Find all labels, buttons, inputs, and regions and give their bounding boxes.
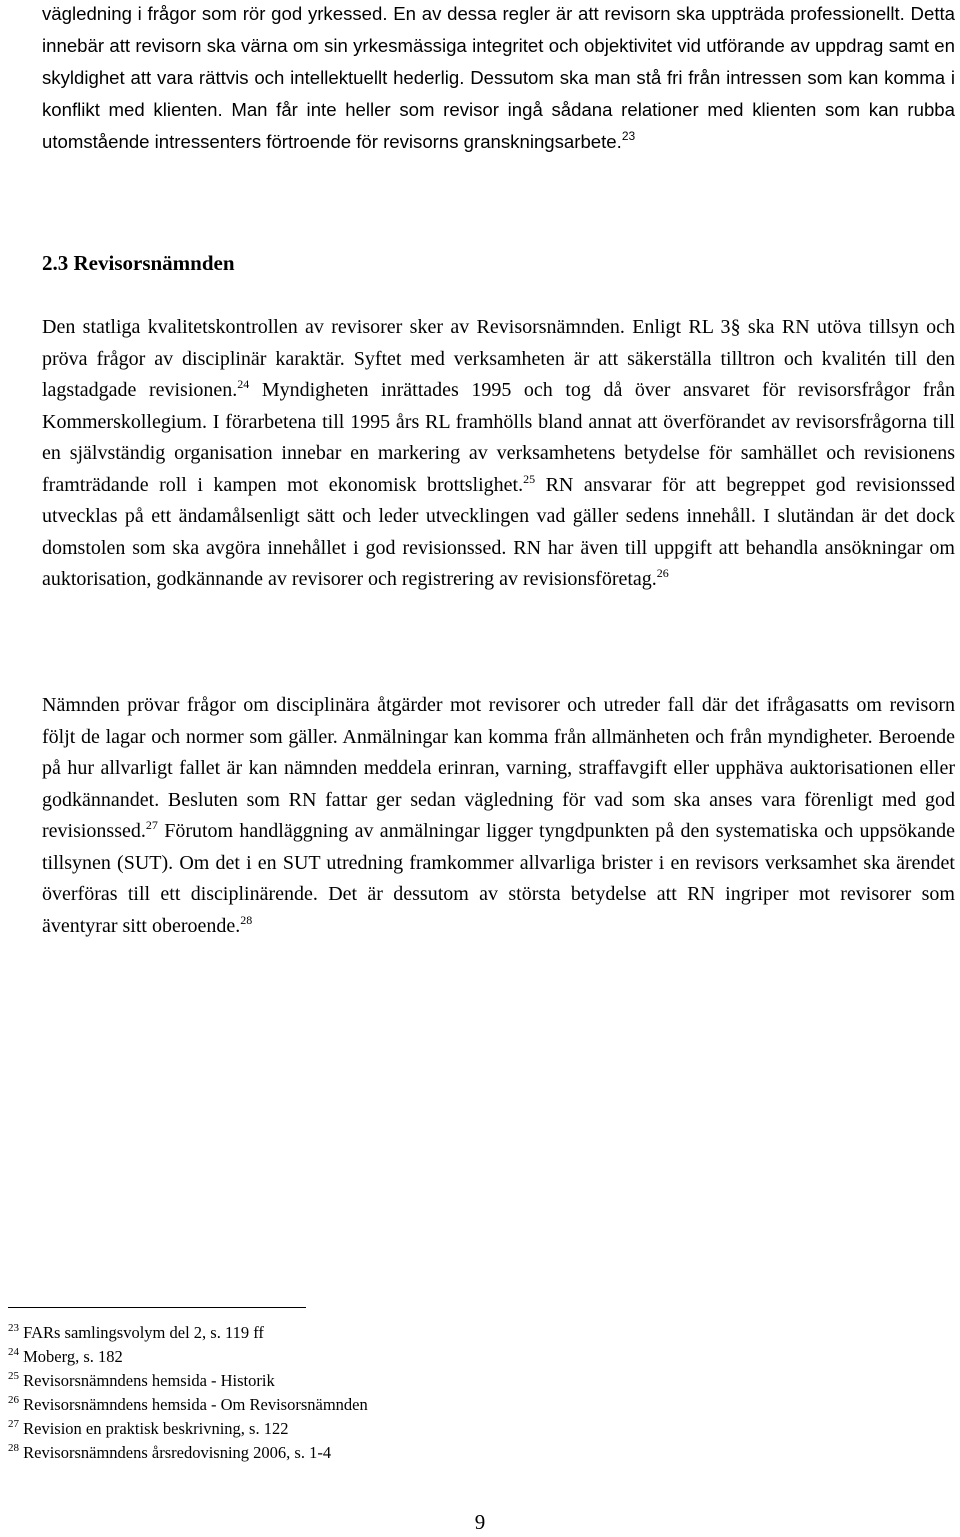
footnote-reference: 25 (523, 471, 536, 486)
footnote-text: Revisorsnämndens årsredovisning 2006, s. 1-4 (23, 1443, 332, 1462)
footnote-text: Revisorsnämndens hemsida - Om Revisorsnämnden (23, 1395, 368, 1414)
footnote-reference: 24 (237, 377, 250, 391)
body-paragraph (42, 690, 955, 942)
paragraph-text: Förutom handläggning av anmälningar ligger tyngdpunkten på den systematiska och uppsökande tillsynen (SUT). Om det i en SUT utredning framkommer allvarliga brister i en revisors verksamhet ska ärendet överföras till ett disciplinärende. Det är dessutom av största betydelse att RN ingriper mot revisorer som äventyrar sitt oberoende. (42, 820, 955, 937)
footnote-reference: 27 (145, 818, 158, 832)
footnote-number: 26 (8, 1394, 19, 1406)
footnote-number: 23 (8, 1322, 19, 1334)
paragraph-text: ska RN utöva tillsyn och pröva frågor av disciplinär karaktär. Syftet med verksamheten är att säkerställa tilltron och kvalitén till den lagstadgade revisionen. (42, 316, 955, 401)
footnote-number: 25 (8, 1370, 19, 1382)
footnote-number: 24 (8, 1346, 19, 1358)
page-number: 9 (474, 1510, 486, 1534)
paragraph-text: RN ansvarar för att begreppet god revisionssed utvecklas på ett ändamålsenligt sätt och leder utvecklingen vad gäller sedens innehåll. I slutändan är det dock domstolen som ska avgöra innehållet i god revisionssed. RN har även till uppgift att behandla ansökningar om auktorisation, godkännande av revisorer och registrering av revisionsföretag. (42, 473, 956, 590)
footnote-text: FARs samlingsvolym del 2, s. 119 ff (23, 1323, 264, 1342)
footnote-reference: 28 (240, 912, 253, 927)
footnote-text: Revision en praktisk beskrivning, s. 122 (23, 1419, 289, 1438)
footnote (8, 1443, 331, 1463)
paragraph-text: vägledning i frågor som rör god yrkessed. En av dessa regler är att revisorn ska uppträda professionellt. Detta innebär att revisorn ska värna om sin yrkesmässiga integritet och objektivitet vid utförande av uppdrag samt en skyldighet att vara rättvis och intellektuellt hederlig. Dessutom ska man stå fri från intressen som kan komma i konflikt med klienten. Man får inte heller som revisor ingå sådana relationer med klienten som kan rubba utomstående intressenters förtroende för revisorns granskningsarbete. (42, 3, 955, 152)
footnote (8, 1323, 264, 1343)
footnote-text: Revisorsnämndens hemsida - Historik (23, 1371, 275, 1390)
footnote (8, 1347, 123, 1367)
footnote (8, 1371, 275, 1391)
footnote-reference: 26 (656, 566, 669, 580)
section-sign: § (730, 316, 741, 338)
footnote (8, 1395, 368, 1415)
body-paragraph (42, 312, 955, 596)
body-paragraph (42, 0, 955, 158)
paragraph-text: Den statliga kvalitetskontrollen av revisorer sker av Revisorsnämnden. Enligt RL 3 (42, 316, 731, 338)
section-heading: 2.3 Revisorsnämnden (42, 251, 235, 275)
paragraph-text: Nämnden prövar frågor om disciplinära åtgärder mot revisorer och utreder fall där det ifrågasatts om revisorn följt de lagar och normer som gäller. Anmälningar kan komma från allmänheten och från myndigheter. Beroende på hur allvarligt fallet är kan nämnden meddela erinran, varning, straffavgift eller upphäva auktorisationen eller godkännandet. Besluten som RN fattar ger sedan vägledning för vad som ska anses vara förenligt med god revisionssed. (42, 694, 955, 842)
footnote-divider (8, 1307, 306, 1308)
footnote-reference: 23 (621, 129, 636, 143)
footnote-text: Moberg, s. 182 (23, 1347, 123, 1366)
footnote-number: 27 (8, 1418, 19, 1430)
footnote (8, 1419, 288, 1439)
footnote-number: 28 (8, 1442, 19, 1454)
paragraph-text: Myndigheten inrättades 1995 och tog då över ansvaret för revisorsfrågor från Kommerskollegium. I förarbetena till 1995 års RL framhölls bland annat att överförandet av revisorsfrågorna till en självständig organisation innebar en markering av verksamhetens betydelse för samhället och revisionens framträdande roll i kampen mot ekonomisk brottslighet. (42, 379, 955, 496)
